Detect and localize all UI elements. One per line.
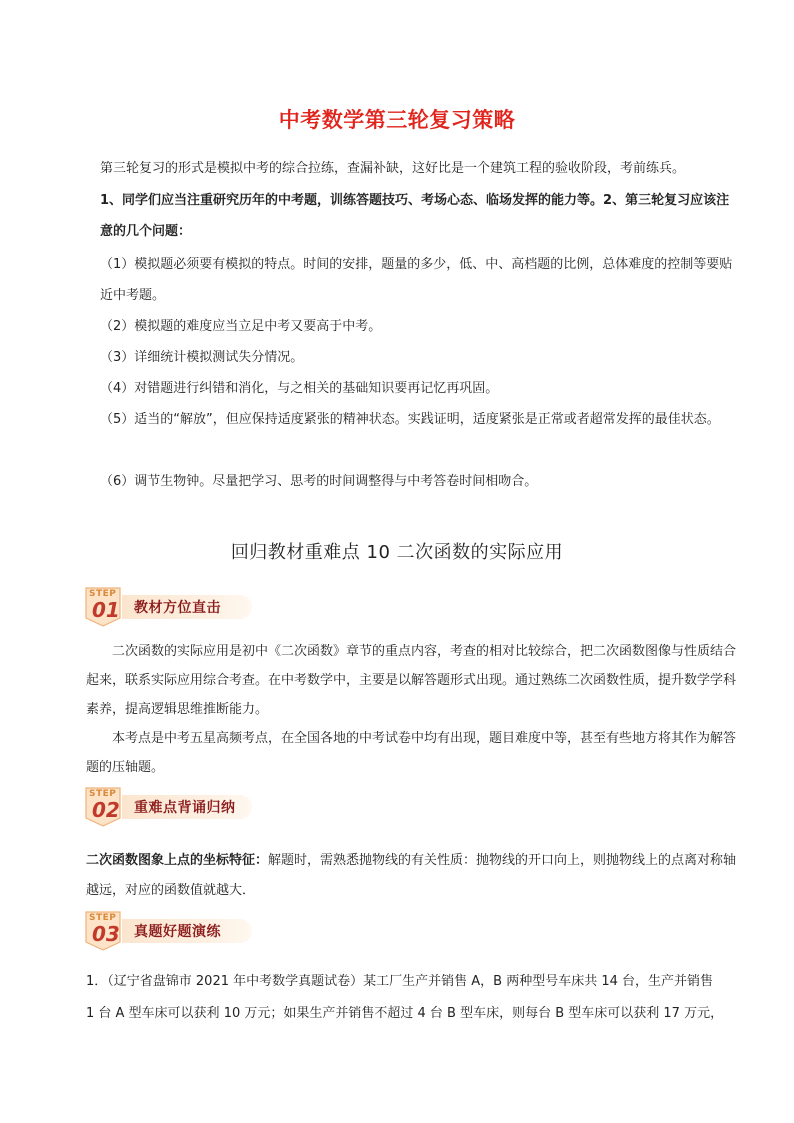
step-word: STEP xyxy=(89,589,117,599)
page-title: 中考数学第三轮复习策略 xyxy=(278,108,516,132)
section-title: 回归教材重难点 10 二次函数的实际应用 xyxy=(230,542,564,563)
step-label: 真题好题演练 xyxy=(134,924,221,940)
step-number: 03 xyxy=(92,922,120,946)
step-number: 02 xyxy=(92,798,120,822)
question-1-line-1: 1．（辽宁省盘锦市 2021 年中考数学真题试卷）某工厂生产并销售 A，B 两种型号车床共 14 台，生产并销售 xyxy=(86,974,714,989)
step-label: 重难点背诵归纳 xyxy=(134,800,236,816)
step-03-header xyxy=(82,910,262,952)
step-word: STEP xyxy=(89,789,117,799)
intro-item-2: （2）模拟题的难度应当立足中考又要高于中考。 xyxy=(100,319,382,334)
step-label: 教材方位直击 xyxy=(134,600,221,616)
step-01-body xyxy=(86,637,746,782)
question-1 xyxy=(86,966,746,1030)
intro-item-1: （1）模拟题必须要有模拟的特点。时间的安排，题量的多少，低、中、高档题的比例，总体难度的控制等要贴近中考题。 xyxy=(100,257,733,303)
step-01-paragraph-1: 二次函数的实际应用是初中《二次函数》章节的重点内容，考查的相对比较综合，把二次函数图像与性质结合起来，联系实际应用综合考查。在中考数学中，主要是以解答题形式出现。通过熟练二次函数性质，提升数学学科素养，提高逻辑思维推断能力。 xyxy=(86,644,737,717)
question-1-line-2: 1 台 A 型车床可以获利 10 万元；如果生产并销售不超过 4 台 B 型车床，则每台 B 型车床可以获利 17 万元， xyxy=(86,1006,724,1021)
intro-item-5: （5）适当的“解放”，但应保持适度紧张的精神状态。实践证明，适度紧张是正常或者超常发挥的最佳状态。 xyxy=(100,412,720,427)
key-point-label: 二次函数图象上点的坐标特征： xyxy=(86,853,269,868)
key-point-text: 解题时，需熟悉抛物线的有关性质：抛物线的开口向上，则抛物线上的点离对称轴越远，对应的函数值就越大． xyxy=(86,853,737,898)
step-02-header xyxy=(82,786,262,828)
step-01-header xyxy=(82,586,262,628)
intro-item-6: （6）调节生物钟。尽量把学习、思考的时间调整得与中考答卷时间相吻合。 xyxy=(100,474,538,489)
intro-item-3: （3）详细统计模拟测试失分情况。 xyxy=(100,350,304,365)
step-01-paragraph-2: 本考点是中考五星高频考点，在全国各地的中考试卷中均有出现，题目难度中等，甚至有些地方将其作为解答题的压轴题。 xyxy=(86,731,737,775)
step-word: STEP xyxy=(89,913,117,923)
intro-paragraph: 第三轮复习的形式是模拟中考的综合拉练，查漏补缺，这好比是一个建筑工程的验收阶段，考前练兵。 xyxy=(100,161,686,176)
intro-bold-paragraph: 1、同学们应当注重研究历年的中考题，训练答题技巧、考场心态、临场发挥的能力等。2、第三轮复习应该注意的几个问题： xyxy=(100,193,730,239)
intro-item-4: （4）对错题进行纠错和消化，与之相关的基础知识要再记忆再巩固。 xyxy=(100,381,499,396)
step-number: 01 xyxy=(92,598,120,622)
step-02-body xyxy=(86,846,746,906)
